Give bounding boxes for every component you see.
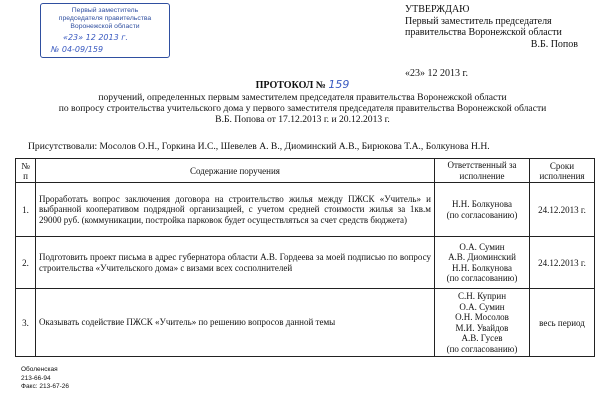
- footer-contact: [21, 366, 69, 392]
- stamp-number: № 04-09/159: [51, 45, 104, 54]
- row-num: 3.: [16, 289, 36, 357]
- row-content: Подготовить проект письма в адрес губернатора области А.В. Гордеева за моей подписью по вопросу строительства «Учительского дома» с визами всех сосполнителей: [36, 237, 435, 289]
- header-content: Содержание поручения: [36, 159, 435, 183]
- stamp-line: Воронежской области: [70, 23, 140, 30]
- footer-name: Оболенская: [21, 366, 58, 373]
- approval-position-line2: правительства Воронежской области: [405, 27, 562, 38]
- protocol-subtitle: [0, 92, 605, 125]
- footer-fax: Факс: 213-67-26: [21, 383, 69, 390]
- subtitle-line: поручений, определенных первым заместителем председателя правительства Воронежской области: [98, 92, 507, 103]
- table-header-row: [16, 159, 595, 183]
- stamp-line: председателя правительства: [58, 15, 152, 22]
- table-row: [16, 183, 595, 237]
- stamp-date: «23» 12 2013 г.: [63, 33, 128, 42]
- assignments-table: [15, 158, 595, 357]
- approval-position-line1: Первый заместитель председателя: [405, 15, 552, 27]
- table-row: [16, 237, 595, 289]
- row-num: 1.: [16, 183, 36, 237]
- header-due: Сроки исполнения: [530, 159, 595, 183]
- row-content: Проработать вопрос заключения договора на строительство жилья между ПЖСК «Учитель» и выбранной кооперативом подрядной организацией, с учетом средней стоимости жилья за 1кв.м 29000 руб. (коммуникации, постройка парковок будет осуществляться за счет средств бюджета): [36, 183, 435, 237]
- row-responsible: Н.Н. Болкунова (по согласованию): [435, 183, 530, 237]
- approval-date: «23» 12 2013 г.: [405, 68, 468, 79]
- approval-title: УТВЕРЖДАЮ: [405, 4, 470, 15]
- row-responsible: С.Н. Куприн О.А. Сумин О.Н. Мосолов М.И. Увайдов А.В. Гусев (по согласованию): [435, 289, 530, 357]
- approval-signatory: В.Б. Попов: [530, 38, 578, 50]
- stamp-line: Первый заместитель: [71, 7, 139, 14]
- subtitle-line: В.Б. Попова от 17.12.2013 г. и 20.12.2013 г.: [215, 114, 390, 125]
- row-responsible: О.А. Сумин А.В. Диоминский Н.Н. Болкунова (по согласованию): [435, 237, 530, 289]
- row-due: весь период: [530, 289, 595, 357]
- protocol-title-text: ПРОТОКОЛ №: [255, 80, 326, 91]
- registration-stamp: [40, 3, 170, 58]
- approval-block: [405, 4, 600, 79]
- header-num: № п: [16, 159, 36, 183]
- subtitle-line: по вопросу строительства учительского дома у первого заместителя председателя правительства Воронежской области: [58, 103, 547, 114]
- protocol-title: [0, 78, 605, 91]
- attendees: Присутствовали: Мосолов О.Н., Горкина И.С., Шевелев А. В., Диоминский А.В., Бирюкова Т.А., Болкунова Н.Н.: [28, 141, 490, 152]
- header-responsible: Ответственный за исполнение: [435, 159, 530, 183]
- row-content: Оказывать содействие ПЖСК «Учитель» по решению вопросов данной темы: [36, 289, 435, 357]
- footer-phone: 213-66-94: [21, 374, 51, 382]
- protocol-number: 159: [328, 78, 350, 91]
- row-num: 2.: [16, 237, 36, 289]
- row-due: 24.12.2013 г.: [530, 183, 595, 237]
- table-row: [16, 289, 595, 357]
- row-due: 24.12.2013 г.: [530, 237, 595, 289]
